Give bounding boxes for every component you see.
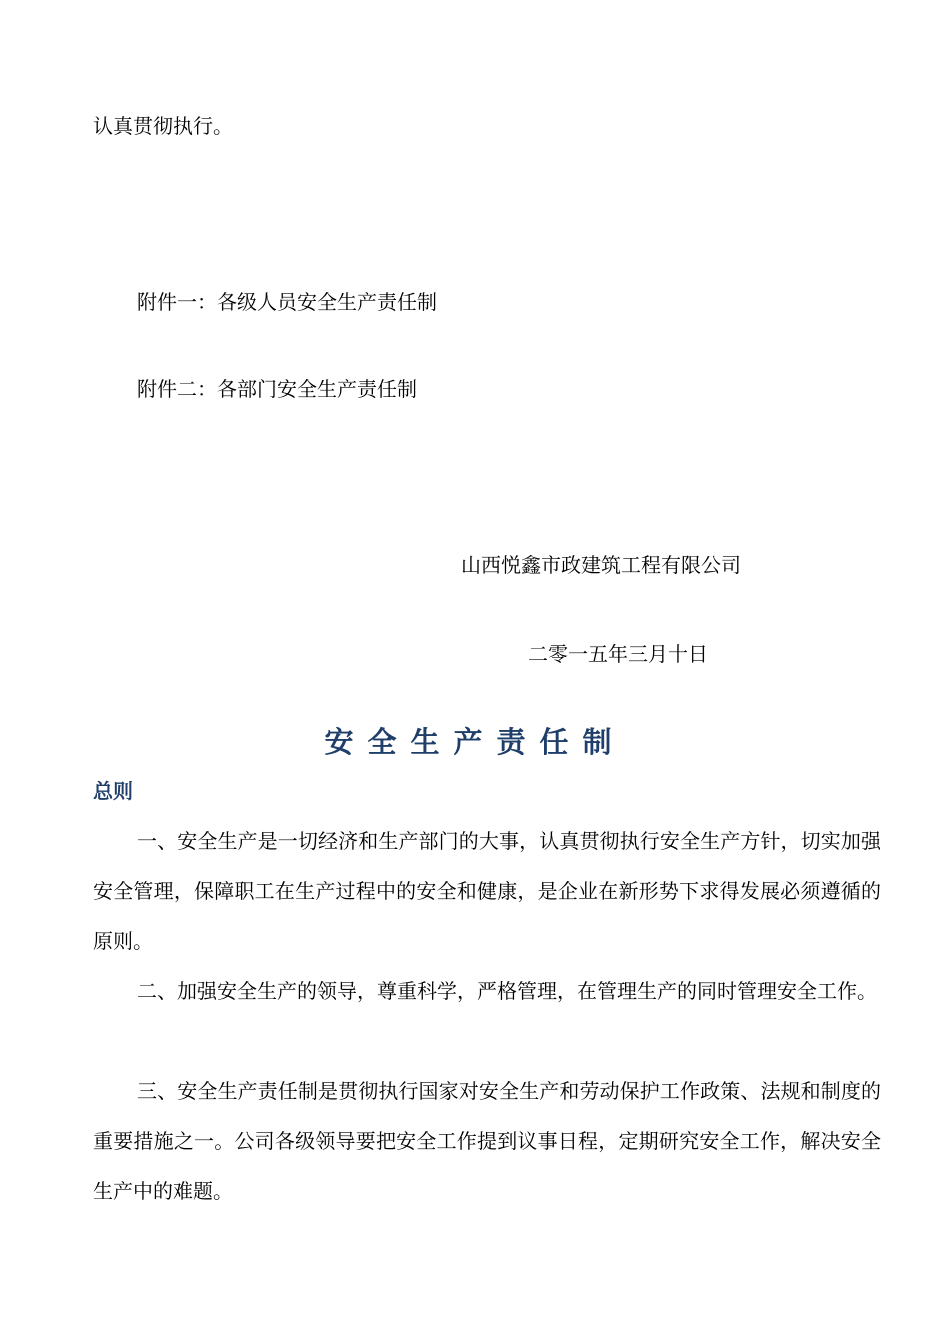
section-heading: 总则 <box>93 779 133 803</box>
paragraph-3: 三、安全生产责任制是贯彻执行国家对安全生产和劳动保护工作政策、法规和制度的重要措施之一。公司各级领导要把安全工作提到议事日程，定期研究安全工作，解决安全生产中的难题。 <box>93 1079 881 1203</box>
signature-date: 二零一五年三月十日 <box>528 642 708 666</box>
continuation-text: 认真贯彻执行。 <box>93 114 233 138</box>
paragraph-2: 二、加强安全生产的领导，尊重科学，严格管理，在管理生产的同时管理安全工作。 <box>137 979 877 1003</box>
company-signature: 山西悦鑫市政建筑工程有限公司 <box>461 553 741 577</box>
paragraph-1: 一、安全生产是一切经济和生产部门的大事，认真贯彻执行安全生产方针，切实加强安全管理，保障职工在生产过程中的安全和健康，是企业在新形势下求得发展必须遵循的原则。 <box>93 829 881 953</box>
attachment-item-2: 附件二：各部门安全生产责任制 <box>137 377 417 401</box>
attachment-item-1: 附件一：各级人员安全生产责任制 <box>137 290 437 314</box>
document-title: 安全生产责任制 <box>324 725 626 759</box>
